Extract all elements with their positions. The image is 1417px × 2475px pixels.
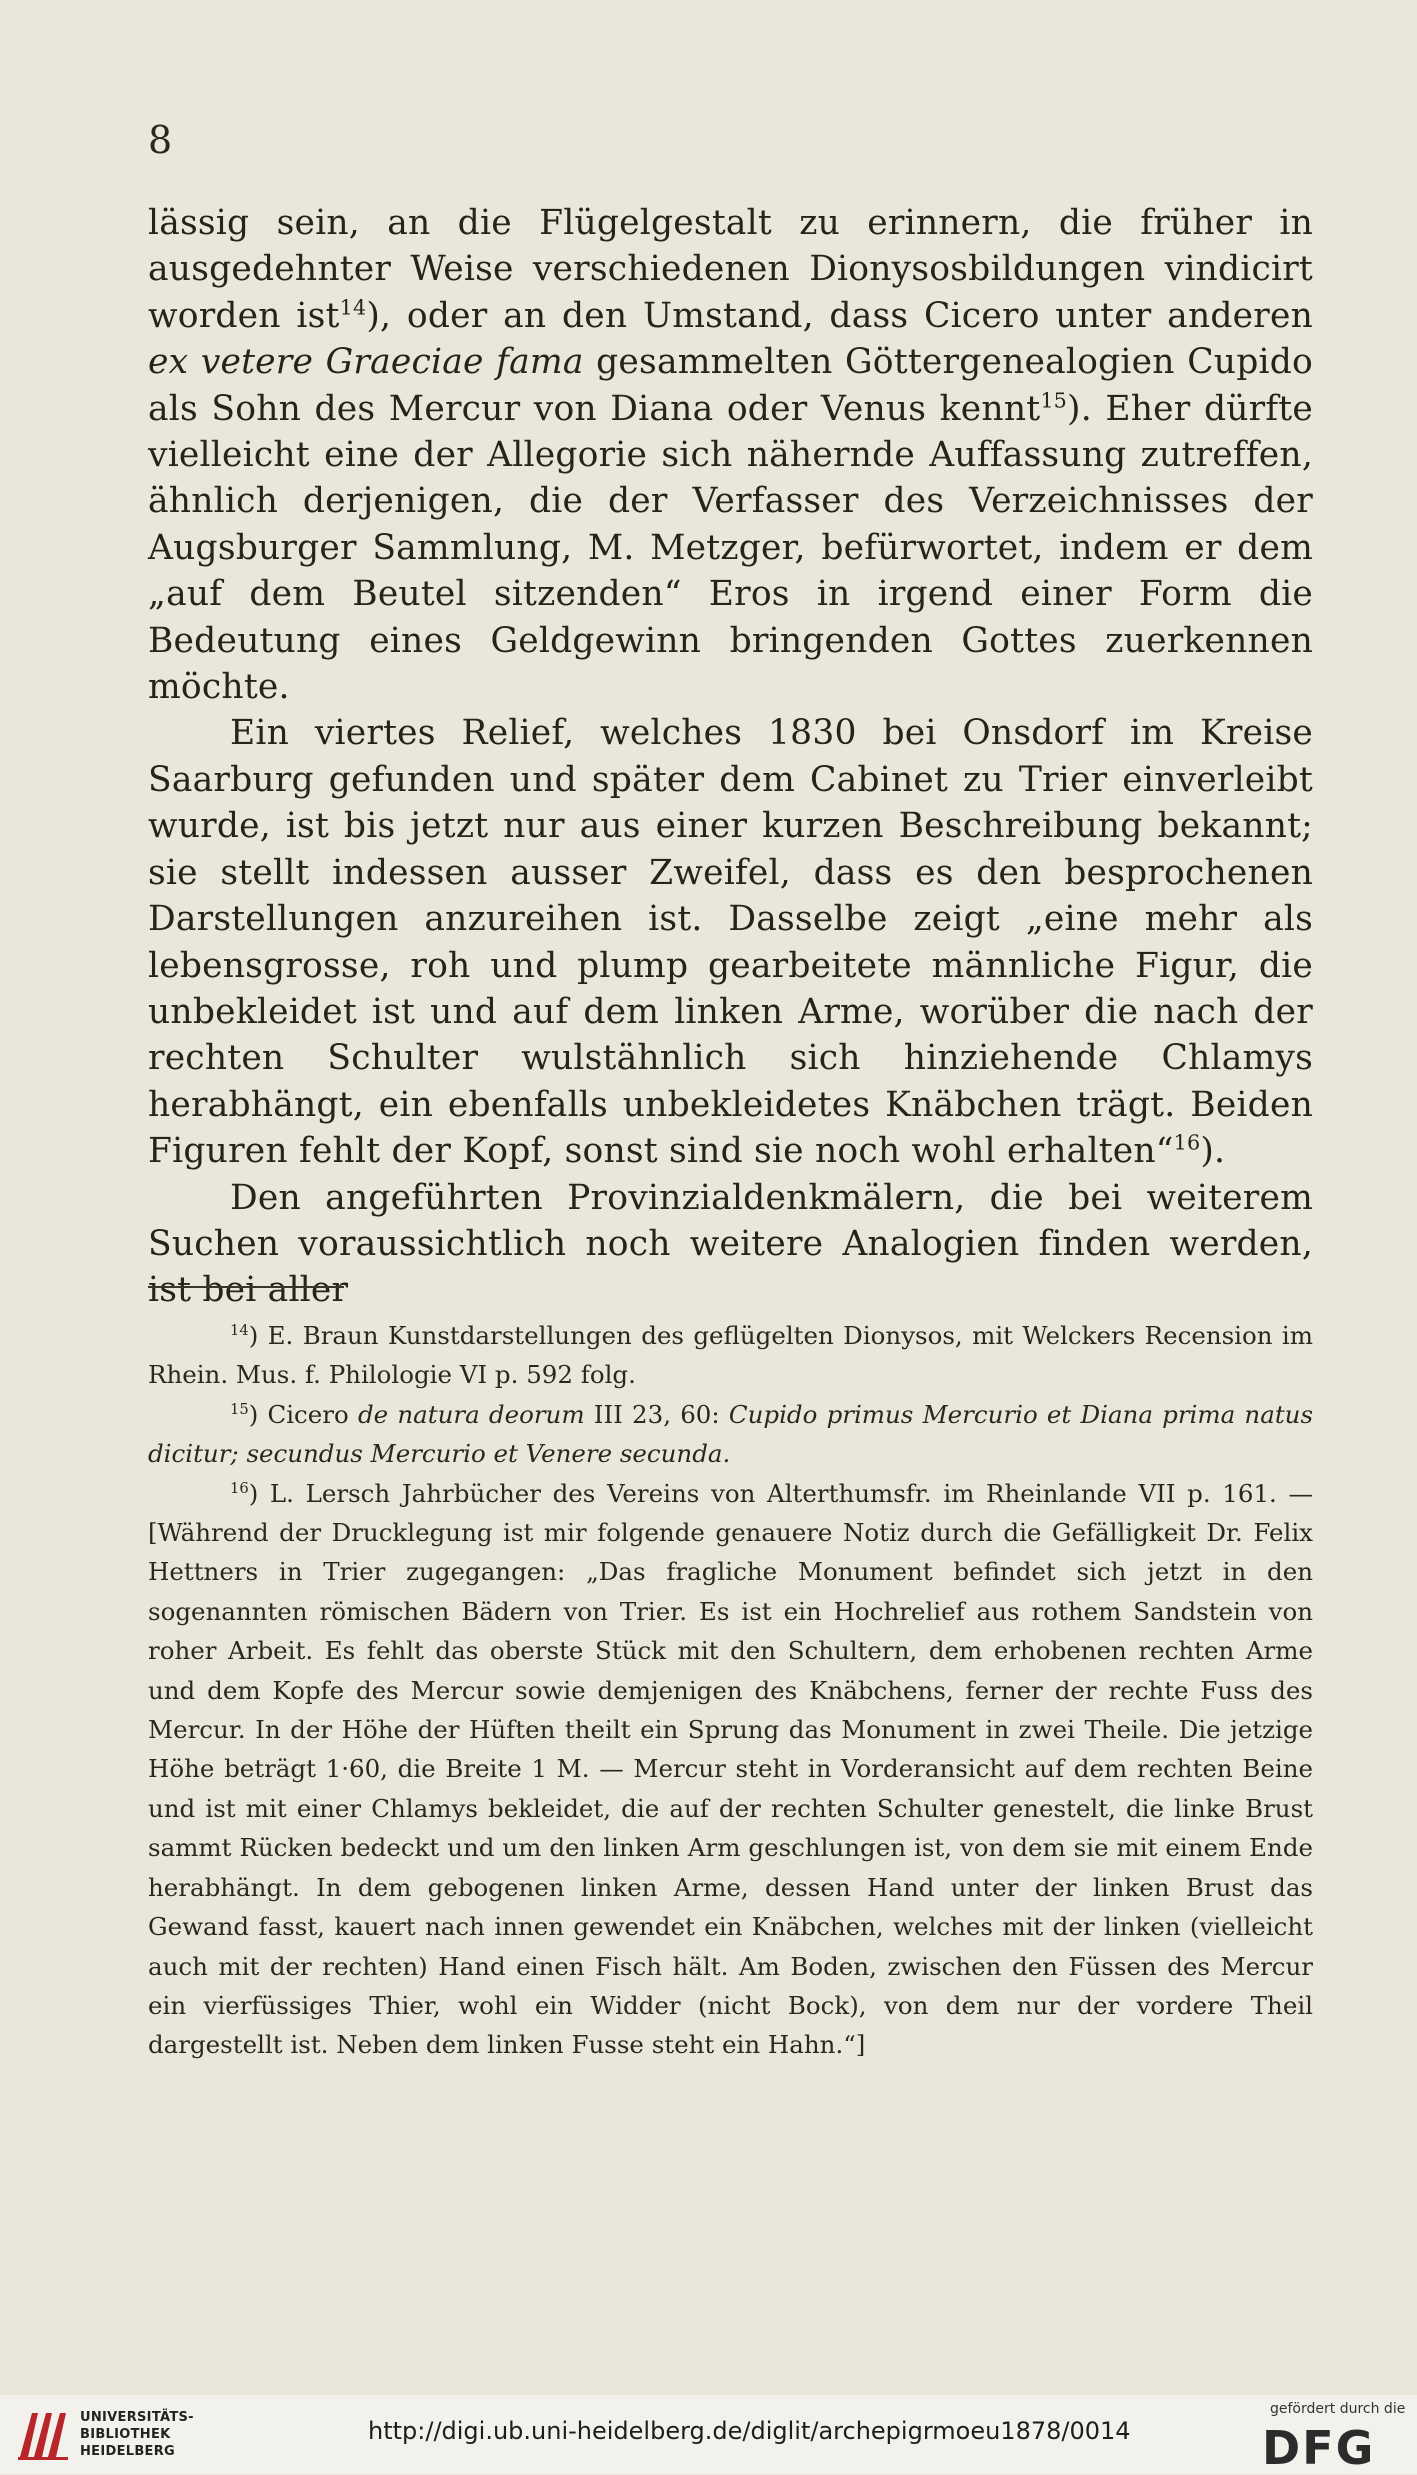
text-run: III 23, 60: <box>584 1399 729 1429</box>
body-text <box>148 200 1313 1314</box>
footnote-ref: 15 <box>1040 388 1068 413</box>
text-run: ), oder an den Umstand, dass Cicero unter anderen <box>366 295 1313 336</box>
footnote <box>148 1395 1313 1474</box>
text-run: ). Eher dürfte vielleicht eine der Allegorie sich nähernde Auffassung zutreffen, ähnlich derjenigen, die der Verfasser des Verzeichnisses der Augsburger Sammlung, M. Metzger, befürwortet, indem er dem „auf dem Beutel sitzenden“ Eros in irgend einer Form die Bedeutung eines Geldgewinn bringenden Gottes zuerkennen möchte. <box>148 388 1313 708</box>
footnote-separator <box>148 1286 344 1288</box>
text-run: ). <box>1200 1131 1226 1172</box>
body-paragraph <box>148 1175 1313 1314</box>
italic-text: Cupido primus Mercurio et Diana prima natus dicitur; secundus Mercurio et Venere secunda. <box>148 1399 1314 1469</box>
footnote-ref: 14 <box>230 1321 249 1339</box>
text-run: gesammelten Göttergenealogien Cupido als Sohn des Mercur von Diana oder Venus kennt <box>148 342 1313 429</box>
body-paragraph <box>148 710 1313 1174</box>
library-name <box>80 2409 194 2460</box>
permalink-url[interactable]: http://digi.ub.uni-heidelberg.de/diglit/archepigrmoeu1878/0014 <box>368 2417 1131 2445</box>
university-library-logo-icon <box>14 2407 72 2463</box>
page-number: 8 <box>148 118 173 162</box>
dfg-logo: DFG <box>1262 2421 1376 2475</box>
library-name-line: UNIVERSITÄTS- <box>80 2410 194 2425</box>
italic-text: ex vetere Graeciae fama <box>148 342 584 383</box>
library-name-line: HEIDELBERG <box>80 2444 176 2459</box>
footnote-ref: 15 <box>230 1400 249 1418</box>
library-name-line: BIBLIOTHEK <box>80 2427 171 2442</box>
footnotes <box>148 1316 1313 2065</box>
text-run: ) E. Braun Kunstdarstellungen des geflügelten Dionysos, mit Welckers Recension im Rhein. Mus. f. Philologie VI p. 592 folg. <box>148 1321 1313 1390</box>
text-run: Den angeführten Provinzialdenkmälern, die bei weiterem Suchen voraussichtlich noch weitere Analogien finden werden, ist bei aller <box>148 1177 1313 1311</box>
body-paragraph <box>148 200 1313 710</box>
text-run: Ein viertes Relief, welches 1830 bei Onsdorf im Kreise Saarburg gefunden und später dem Cabinet zu Trier einverleibt wurde, ist bis jetzt nur aus einer kurzen Beschreibung bekannt; sie stellt indessen ausser Zweifel, dass es den besprochenen Darstellungen anzureihen ist. Dasselbe zeigt „eine mehr als lebensgrosse, roh und plump gearbeitete männliche Figur, die unbekleidet ist und auf dem linken Arme, worüber die nach der rechten Schulter wulstähnlich sich hinziehende Chlamys herabhängt, ein ebenfalls unbekleidetes Knäbchen trägt. Beiden Figuren fehlt der Kopf, sonst sind sie noch wohl erhalten“ <box>148 713 1313 1172</box>
footnote-ref: 16 <box>230 1479 249 1497</box>
footnote <box>148 1474 1313 2065</box>
funding-note: gefördert durch die <box>1270 2401 1406 2417</box>
footnote-ref: 16 <box>1173 1130 1201 1155</box>
footnote <box>148 1316 1313 1395</box>
footnote-ref: 14 <box>339 295 367 320</box>
footer-bar <box>0 2395 1417 2474</box>
italic-text: de natura deorum <box>357 1399 585 1429</box>
text-run: ) L. Lersch Jahrbücher des Vereins von Alterthumsfr. im Rheinlande VII p. 161. — [Während der Drucklegung ist mir folgende genauere Notiz durch die Gefälligkeit Dr. Felix Hettners in Trier zugegangen: „Das fragliche Monument befindet sich jetzt in den sogenannten römischen Bädern von Trier. Es ist ein Hochrelief aus rothem Sandstein von roher Arbeit. Es fehlt das oberste Stück mit den Schultern, dem erhobenen rechten Arme und dem Kopfe des Mercur sowie demjenigen des Knäbchens, ferner der rechte Fuss des Mercur. In der Höhe der Hüften theilt ein Sprung das Monument in zwei Theile. Die jetzige Höhe beträgt 1·60, die Breite 1 M. — Mercur steht in Vorderansicht auf dem rechten Beine und ist mit einer Chlamys bekleidet, die auf der rechten Schulter genestelt, die linke Brust sammt Rücken bedeckt und um den linken Arm geschlungen ist, von dem sie mit einem Ende herabhängt. In dem gebogenen linken Arme, dessen Hand unter der linken Brust das Gewand fasst, kauert nach innen gewendet ein Knäbchen, welches mit der linken (vielleicht auch mit der rechten) Hand einen Fisch hält. Am Boden, zwischen den Füssen des Mercur ein vierfüssiges Thier, wohl ein Widder (nicht Bock), von dem nur der vordere Theil dargestellt ist. Neben dem linken Fusse steht ein Hahn.“] <box>148 1478 1313 2060</box>
text-run: lässig sein, an die Flügelgestalt zu erinnern, die früher in ausgedehnter Weise verschiedenen Dionysosbildungen vindicirt worden ist <box>148 203 1313 336</box>
text-run: ) Cicero <box>248 1399 358 1429</box>
